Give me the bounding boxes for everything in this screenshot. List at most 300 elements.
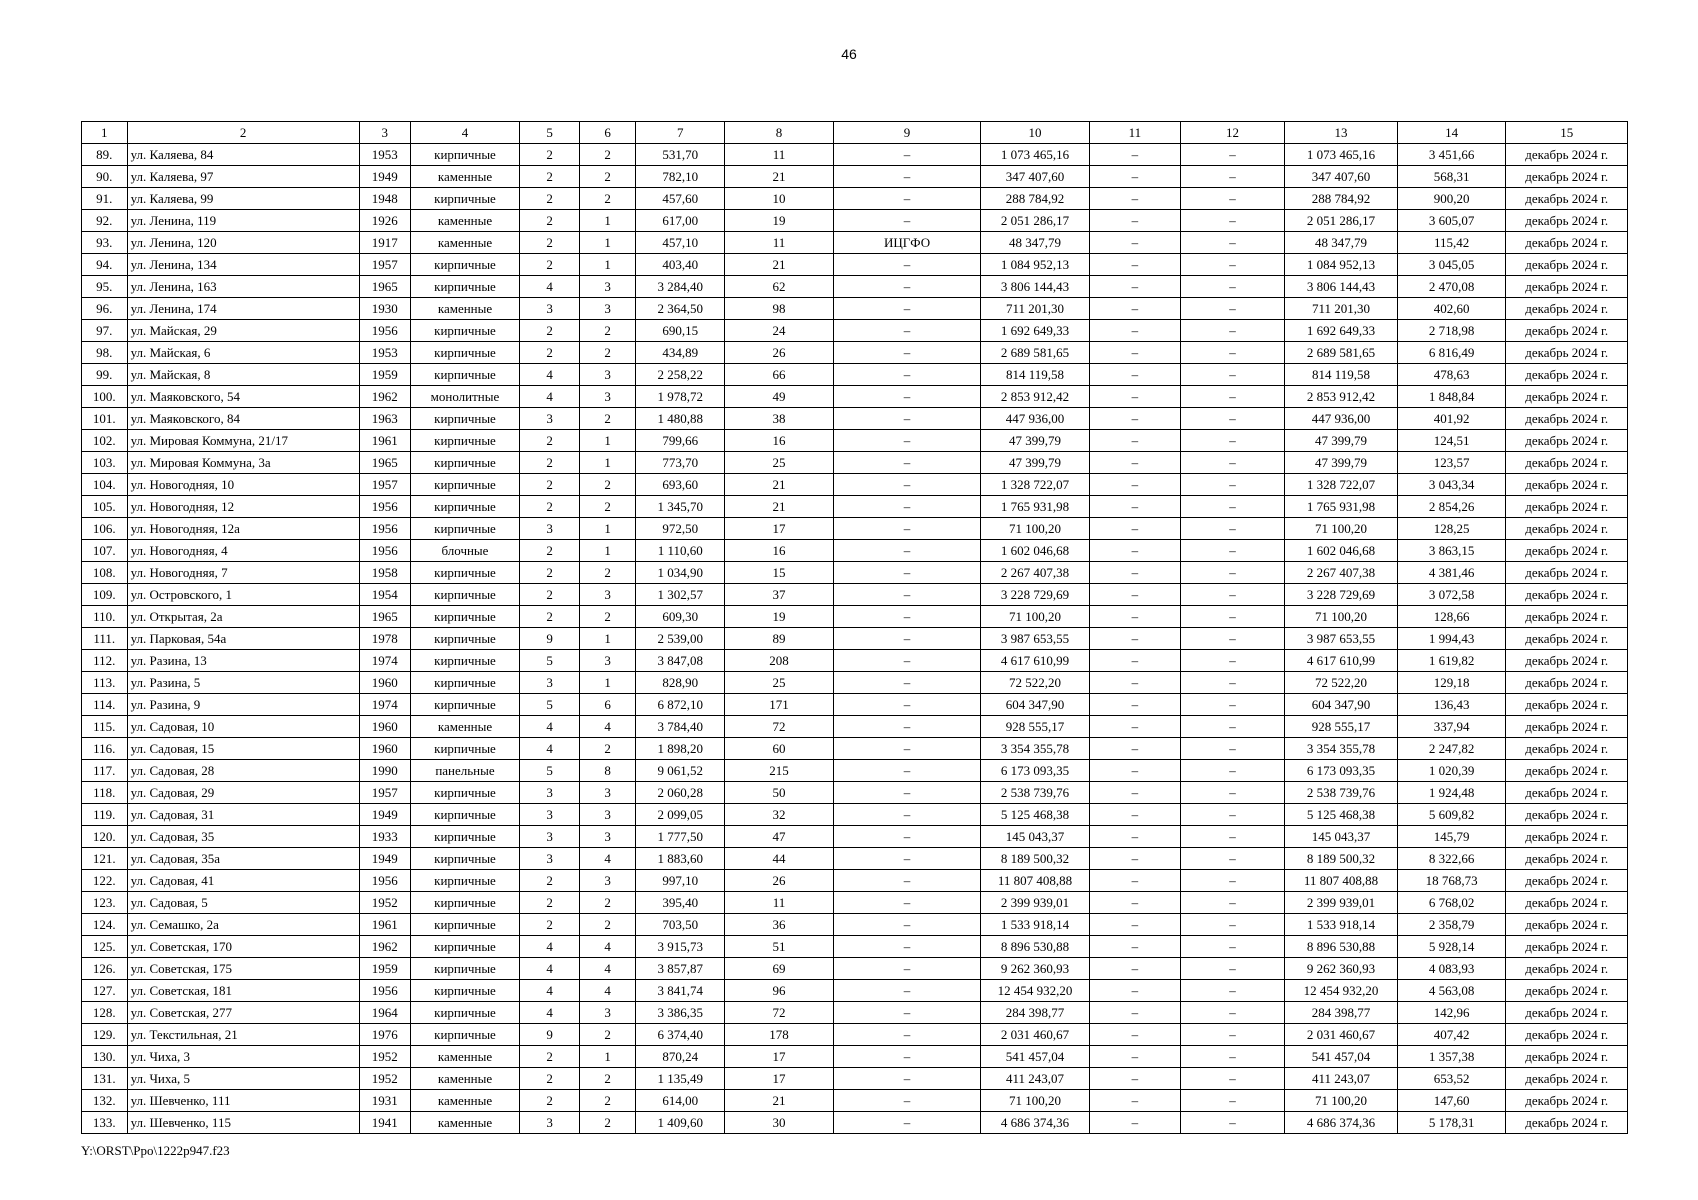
table-cell-col-1: 115. [82,716,128,738]
table-row [82,650,1628,672]
table-cell-col-6: 3 [579,870,635,892]
table-row [82,716,1628,738]
table-cell-col-7: 2 099,05 [636,804,725,826]
table-cell-col-6: 3 [579,584,635,606]
table-cell-col-8: 16 [725,430,833,452]
table-cell-col-1: 116. [82,738,128,760]
table-cell-col-10: 4 617 610,99 [981,650,1089,672]
table-cell-col-11: – [1089,914,1180,936]
table-cell-col-8: 98 [725,298,833,320]
table-cell-col-15: декабрь 2024 г. [1506,144,1628,166]
table-cell-col-5: 2 [520,562,580,584]
table-cell-col-9: – [833,694,981,716]
table-cell-col-9: – [833,342,981,364]
table-cell-col-7: 693,60 [636,474,725,496]
table-cell-col-13: 5 125 468,38 [1285,804,1398,826]
table-cell-col-15: декабрь 2024 г. [1506,826,1628,848]
table-cell-col-15: декабрь 2024 г. [1506,540,1628,562]
table-cell-col-8: 25 [725,672,833,694]
table-cell-col-10: 1 765 931,98 [981,496,1089,518]
table-cell-col-3: 1962 [359,936,410,958]
table-row [82,562,1628,584]
table-cell-col-15: декабрь 2024 г. [1506,650,1628,672]
table-cell-col-6: 2 [579,738,635,760]
table-cell-col-15: декабрь 2024 г. [1506,1112,1628,1134]
table-cell-col-13: 9 262 360,93 [1285,958,1398,980]
table-cell-col-13: 71 100,20 [1285,1090,1398,1112]
table-cell-col-9: – [833,210,981,232]
table-cell-col-11: – [1089,892,1180,914]
table-cell-col-4: монолитные [410,386,520,408]
table-cell-col-3: 1941 [359,1112,410,1134]
table-cell-col-9: – [833,870,981,892]
table-cell-col-2: ул. Маяковского, 54 [127,386,359,408]
table-cell-col-14: 2 247,82 [1397,738,1505,760]
table-row [82,298,1628,320]
column-header-9: 9 [833,122,981,144]
table-cell-col-3: 1962 [359,386,410,408]
table-cell-col-2: ул. Новогодняя, 12а [127,518,359,540]
table-cell-col-14: 3 043,34 [1397,474,1505,496]
table-cell-col-10: 3 354 355,78 [981,738,1089,760]
table-cell-col-2: ул. Майская, 29 [127,320,359,342]
table-cell-col-9: – [833,562,981,584]
table-cell-col-14: 5 609,82 [1397,804,1505,826]
table-cell-col-8: 215 [725,760,833,782]
table-cell-col-14: 5 178,31 [1397,1112,1505,1134]
table-cell-col-5: 2 [520,254,580,276]
table-cell-col-4: кирпичные [410,188,520,210]
table-cell-col-13: 2 399 939,01 [1285,892,1398,914]
table-cell-col-1: 132. [82,1090,128,1112]
table-row [82,628,1628,650]
table-cell-col-15: декабрь 2024 г. [1506,694,1628,716]
table-row [82,804,1628,826]
table-cell-col-5: 2 [520,496,580,518]
table-cell-col-10: 145 043,37 [981,826,1089,848]
table-cell-col-11: – [1089,716,1180,738]
table-cell-col-15: декабрь 2024 г. [1506,958,1628,980]
table-cell-col-4: кирпичные [410,804,520,826]
table-cell-col-11: – [1089,738,1180,760]
table-cell-col-11: – [1089,364,1180,386]
table-cell-col-15: декабрь 2024 г. [1506,276,1628,298]
table-cell-col-12: – [1180,188,1284,210]
table-cell-col-5: 2 [520,474,580,496]
table-cell-col-15: декабрь 2024 г. [1506,1090,1628,1112]
table-cell-col-3: 1957 [359,782,410,804]
table-cell-col-4: кирпичные [410,562,520,584]
table-cell-col-10: 1 073 465,16 [981,144,1089,166]
table-cell-col-9: – [833,540,981,562]
table-cell-col-10: 3 806 144,43 [981,276,1089,298]
table-body [82,144,1628,1134]
table-cell-col-13: 2 538 739,76 [1285,782,1398,804]
table-cell-col-12: – [1180,452,1284,474]
table-cell-col-9: – [833,628,981,650]
table-cell-col-5: 2 [520,188,580,210]
table-cell-col-11: – [1089,1112,1180,1134]
table-cell-col-4: каменные [410,1090,520,1112]
table-cell-col-14: 4 083,93 [1397,958,1505,980]
table-cell-col-14: 568,31 [1397,166,1505,188]
table-cell-col-9: – [833,320,981,342]
table-cell-col-15: декабрь 2024 г. [1506,452,1628,474]
table-cell-col-7: 9 061,52 [636,760,725,782]
table-cell-col-5: 2 [520,210,580,232]
table-cell-col-12: – [1180,386,1284,408]
table-row [82,408,1628,430]
table-cell-col-5: 2 [520,870,580,892]
table-cell-col-4: каменные [410,716,520,738]
table-cell-col-8: 24 [725,320,833,342]
table-cell-col-3: 1931 [359,1090,410,1112]
table-cell-col-1: 97. [82,320,128,342]
table-cell-col-10: 8 189 500,32 [981,848,1089,870]
table-cell-col-9: – [833,650,981,672]
table-cell-col-9: – [833,848,981,870]
table-cell-col-11: – [1089,958,1180,980]
table-cell-col-8: 69 [725,958,833,980]
table-cell-col-3: 1957 [359,254,410,276]
table-cell-col-3: 1964 [359,1002,410,1024]
table-cell-col-4: кирпичные [410,320,520,342]
table-cell-col-4: кирпичные [410,408,520,430]
table-cell-col-5: 4 [520,738,580,760]
table-cell-col-11: – [1089,298,1180,320]
table-cell-col-15: декабрь 2024 г. [1506,1002,1628,1024]
table-cell-col-14: 4 563,08 [1397,980,1505,1002]
table-cell-col-14: 3 863,15 [1397,540,1505,562]
table-row [82,1024,1628,1046]
table-cell-col-5: 5 [520,650,580,672]
table-cell-col-4: кирпичные [410,650,520,672]
table-cell-col-13: 541 457,04 [1285,1046,1398,1068]
table-cell-col-2: ул. Разина, 13 [127,650,359,672]
table-cell-col-14: 1 357,38 [1397,1046,1505,1068]
table-cell-col-3: 1952 [359,892,410,914]
table-cell-col-11: – [1089,496,1180,518]
table-cell-col-7: 2 060,28 [636,782,725,804]
table-cell-col-12: – [1180,342,1284,364]
table-cell-col-2: ул. Садовая, 28 [127,760,359,782]
table-cell-col-7: 2 258,22 [636,364,725,386]
table-cell-col-4: каменные [410,210,520,232]
table-cell-col-4: кирпичные [410,870,520,892]
table-cell-col-4: кирпичные [410,628,520,650]
table-cell-col-1: 101. [82,408,128,430]
table-cell-col-4: каменные [410,1068,520,1090]
table-cell-col-3: 1953 [359,144,410,166]
table-cell-col-4: кирпичные [410,1002,520,1024]
table-cell-col-7: 531,70 [636,144,725,166]
table-cell-col-5: 9 [520,628,580,650]
table-cell-col-12: – [1180,254,1284,276]
table-cell-col-12: – [1180,496,1284,518]
table-cell-col-11: – [1089,848,1180,870]
table-row [82,782,1628,804]
table-cell-col-12: – [1180,628,1284,650]
table-cell-col-12: – [1180,1024,1284,1046]
table-cell-col-13: 12 454 932,20 [1285,980,1398,1002]
table-row [82,936,1628,958]
table-cell-col-12: – [1180,936,1284,958]
table-cell-col-12: – [1180,694,1284,716]
table-cell-col-11: – [1089,540,1180,562]
table-cell-col-5: 2 [520,1046,580,1068]
table-cell-col-13: 71 100,20 [1285,518,1398,540]
table-cell-col-6: 1 [579,672,635,694]
table-cell-col-5: 3 [520,1112,580,1134]
table-cell-col-10: 2 538 739,76 [981,782,1089,804]
column-header-1: 1 [82,122,128,144]
table-cell-col-3: 1956 [359,320,410,342]
table-cell-col-1: 98. [82,342,128,364]
table-cell-col-8: 44 [725,848,833,870]
table-cell-col-2: ул. Садовая, 15 [127,738,359,760]
table-cell-col-14: 401,92 [1397,408,1505,430]
table-cell-col-5: 2 [520,320,580,342]
table-cell-col-1: 122. [82,870,128,892]
table-cell-col-5: 2 [520,1090,580,1112]
table-row [82,826,1628,848]
table-cell-col-5: 2 [520,1068,580,1090]
table-cell-col-7: 1 898,20 [636,738,725,760]
table-cell-col-13: 711 201,30 [1285,298,1398,320]
table-cell-col-3: 1949 [359,804,410,826]
table-cell-col-3: 1961 [359,914,410,936]
table-cell-col-13: 2 051 286,17 [1285,210,1398,232]
table-cell-col-15: декабрь 2024 г. [1506,474,1628,496]
table-cell-col-2: ул. Открытая, 2а [127,606,359,628]
table-cell-col-11: – [1089,584,1180,606]
table-cell-col-1: 89. [82,144,128,166]
column-header-3: 3 [359,122,410,144]
table-cell-col-8: 26 [725,870,833,892]
table-cell-col-2: ул. Садовая, 35 [127,826,359,848]
table-cell-col-1: 117. [82,760,128,782]
table-cell-col-2: ул. Советская, 277 [127,1002,359,1024]
table-cell-col-5: 2 [520,914,580,936]
table-cell-col-1: 128. [82,1002,128,1024]
table-cell-col-13: 447 936,00 [1285,408,1398,430]
table-cell-col-2: ул. Майская, 6 [127,342,359,364]
table-cell-col-10: 1 692 649,33 [981,320,1089,342]
table-cell-col-4: кирпичные [410,936,520,958]
table-cell-col-11: – [1089,1046,1180,1068]
table-row [82,210,1628,232]
table-cell-col-5: 3 [520,782,580,804]
table-cell-col-4: панельные [410,760,520,782]
table-cell-col-4: кирпичные [410,914,520,936]
table-cell-col-5: 4 [520,958,580,980]
table-cell-col-15: декабрь 2024 г. [1506,364,1628,386]
table-cell-col-14: 1 619,82 [1397,650,1505,672]
table-cell-col-12: – [1180,474,1284,496]
table-cell-col-13: 8 189 500,32 [1285,848,1398,870]
table-cell-col-15: декабрь 2024 г. [1506,870,1628,892]
table-cell-col-11: – [1089,386,1180,408]
table-cell-col-6: 1 [579,232,635,254]
table-cell-col-11: – [1089,1002,1180,1024]
table-cell-col-10: 12 454 932,20 [981,980,1089,1002]
table-cell-col-9: ИЦГФО [833,232,981,254]
table-cell-col-13: 3 806 144,43 [1285,276,1398,298]
table-cell-col-6: 3 [579,276,635,298]
table-cell-col-12: – [1180,1068,1284,1090]
table-cell-col-6: 2 [579,1024,635,1046]
table-cell-col-14: 123,57 [1397,452,1505,474]
table-cell-col-7: 2 364,50 [636,298,725,320]
table-cell-col-1: 106. [82,518,128,540]
table-cell-col-8: 17 [725,1068,833,1090]
table-cell-col-2: ул. Садовая, 41 [127,870,359,892]
table-cell-col-9: – [833,804,981,826]
table-cell-col-15: декабрь 2024 г. [1506,936,1628,958]
table-cell-col-1: 99. [82,364,128,386]
table-cell-col-11: – [1089,474,1180,496]
table-cell-col-9: – [833,452,981,474]
table-row [82,452,1628,474]
table-cell-col-14: 2 358,79 [1397,914,1505,936]
table-cell-col-5: 2 [520,584,580,606]
table-cell-col-3: 1956 [359,518,410,540]
column-header-5: 5 [520,122,580,144]
table-cell-col-8: 89 [725,628,833,650]
table-cell-col-8: 21 [725,1090,833,1112]
table-cell-col-13: 1 073 465,16 [1285,144,1398,166]
table-cell-col-11: – [1089,166,1180,188]
table-cell-col-3: 1960 [359,716,410,738]
table-cell-col-2: ул. Советская, 170 [127,936,359,958]
table-cell-col-14: 1 020,39 [1397,760,1505,782]
table-cell-col-13: 1 084 952,13 [1285,254,1398,276]
table-cell-col-9: – [833,386,981,408]
table-cell-col-5: 9 [520,1024,580,1046]
table-cell-col-5: 4 [520,276,580,298]
table-cell-col-7: 3 847,08 [636,650,725,672]
table-cell-col-5: 2 [520,144,580,166]
table-cell-col-12: – [1180,1046,1284,1068]
table-cell-col-13: 11 807 408,88 [1285,870,1398,892]
table-cell-col-7: 434,89 [636,342,725,364]
table-cell-col-4: кирпичные [410,452,520,474]
table-cell-col-6: 3 [579,364,635,386]
table-cell-col-14: 407,42 [1397,1024,1505,1046]
table-cell-col-14: 128,66 [1397,606,1505,628]
table-cell-col-2: ул. Чиха, 5 [127,1068,359,1090]
table-row [82,694,1628,716]
table-cell-col-8: 21 [725,474,833,496]
table-cell-col-9: – [833,496,981,518]
table-cell-col-6: 3 [579,386,635,408]
table-cell-col-9: – [833,276,981,298]
table-cell-col-9: – [833,760,981,782]
table-cell-col-7: 614,00 [636,1090,725,1112]
table-cell-col-14: 2 854,26 [1397,496,1505,518]
table-cell-col-3: 1963 [359,408,410,430]
table-cell-col-11: – [1089,804,1180,826]
table-cell-col-5: 2 [520,232,580,254]
table-cell-col-12: – [1180,540,1284,562]
table-cell-col-11: – [1089,760,1180,782]
table-cell-col-10: 2 689 581,65 [981,342,1089,364]
header-row [82,122,1628,144]
table-cell-col-9: – [833,1024,981,1046]
table-cell-col-14: 142,96 [1397,1002,1505,1024]
table-cell-col-15: декабрь 2024 г. [1506,496,1628,518]
table-cell-col-15: декабрь 2024 г. [1506,738,1628,760]
table-cell-col-6: 3 [579,650,635,672]
table-cell-col-7: 1 777,50 [636,826,725,848]
table-cell-col-6: 4 [579,980,635,1002]
table-cell-col-15: декабрь 2024 г. [1506,562,1628,584]
table-cell-col-13: 1 328 722,07 [1285,474,1398,496]
table-cell-col-7: 773,70 [636,452,725,474]
table-cell-col-5: 3 [520,298,580,320]
table-cell-col-11: – [1089,782,1180,804]
table-row [82,276,1628,298]
table-cell-col-9: – [833,430,981,452]
table-cell-col-6: 3 [579,804,635,826]
table-cell-col-11: – [1089,606,1180,628]
table-cell-col-12: – [1180,210,1284,232]
table-cell-col-4: кирпичные [410,342,520,364]
table-cell-col-5: 3 [520,804,580,826]
table-cell-col-6: 2 [579,606,635,628]
table-cell-col-6: 3 [579,298,635,320]
table-cell-col-3: 1953 [359,342,410,364]
table-cell-col-6: 2 [579,474,635,496]
table-cell-col-15: декабрь 2024 г. [1506,298,1628,320]
table-row [82,496,1628,518]
table-cell-col-4: каменные [410,1046,520,1068]
table-cell-col-8: 30 [725,1112,833,1134]
table-cell-col-6: 1 [579,1046,635,1068]
table-cell-col-6: 2 [579,1068,635,1090]
table-row [82,1002,1628,1024]
table-cell-col-15: декабрь 2024 г. [1506,848,1628,870]
table-cell-col-12: – [1180,650,1284,672]
table-cell-col-10: 3 987 653,55 [981,628,1089,650]
table-cell-col-15: декабрь 2024 г. [1506,782,1628,804]
table-cell-col-13: 288 784,92 [1285,188,1398,210]
table-cell-col-6: 4 [579,958,635,980]
table-cell-col-9: – [833,584,981,606]
table-row [82,342,1628,364]
table-cell-col-6: 2 [579,1112,635,1134]
table-cell-col-12: – [1180,408,1284,430]
table-cell-col-1: 118. [82,782,128,804]
table-cell-col-13: 47 399,79 [1285,452,1398,474]
table-cell-col-1: 129. [82,1024,128,1046]
table-cell-col-8: 32 [725,804,833,826]
table-cell-col-8: 25 [725,452,833,474]
table-row [82,1090,1628,1112]
table-cell-col-13: 2 031 460,67 [1285,1024,1398,1046]
table-cell-col-14: 136,43 [1397,694,1505,716]
table-cell-col-13: 604 347,90 [1285,694,1398,716]
table-cell-col-1: 91. [82,188,128,210]
table-cell-col-15: декабрь 2024 г. [1506,342,1628,364]
registry-table [81,121,1628,1134]
table-row [82,870,1628,892]
table-cell-col-2: ул. Парковая, 54а [127,628,359,650]
table-cell-col-15: декабрь 2024 г. [1506,760,1628,782]
table-cell-col-10: 48 347,79 [981,232,1089,254]
table-cell-col-2: ул. Островского, 1 [127,584,359,606]
table-cell-col-12: – [1180,870,1284,892]
